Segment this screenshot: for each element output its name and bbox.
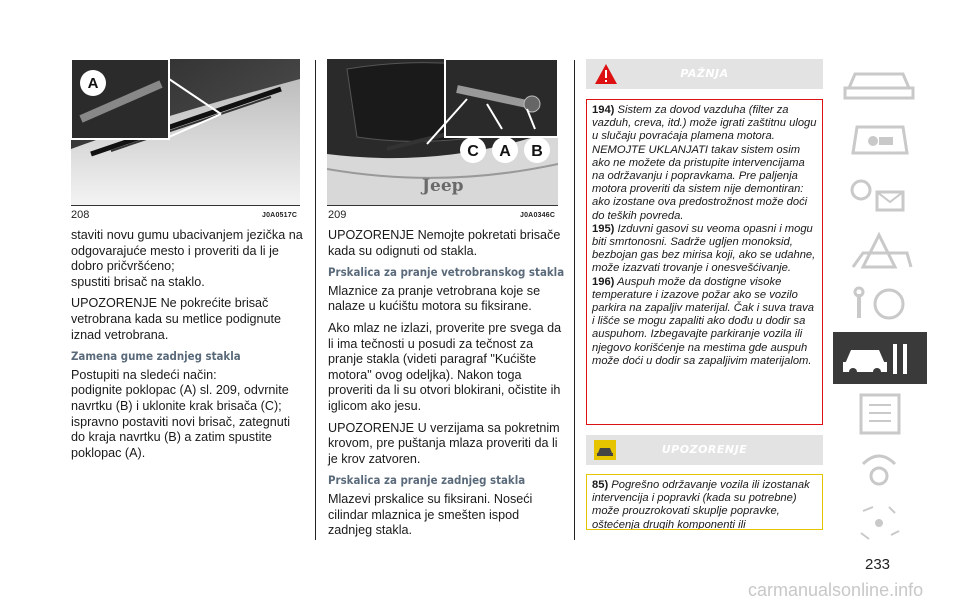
- note-number: 195): [592, 222, 615, 235]
- figure-209-image: [327, 59, 558, 205]
- warning-triangle-icon: [594, 63, 618, 85]
- footer-watermark: carmanualsonline.info: [748, 580, 924, 600]
- note-text: Pogrešno održavanje vozila ili izostanak intervencija i popravki (kada su potrebne) može prouzrokovati skuplje popravke, oštećenja drugih komponenti ili: [592, 479, 810, 530]
- note-text: Sistem za dovod vazduha (filter za vazduh, creva, itd.) može igrati zaštitnu ulogu u slučaju povraćaja plamena motora. NEMOJTE UKLANJATI takav sistem osim ako ne možete da pristupite intervencijama na održavanju i popravkama. Pre paljenja motora proveriti da sistem nije demontiran: ako izostane ova predostrožnost može doći do teških povreda.: [592, 104, 817, 222]
- tab-maintenance[interactable]: [833, 332, 927, 384]
- bullet-text: ispravno postaviti novi brisač, zategnuti do kraja navrtku (B) a zatim spustite poklopac (A).: [71, 414, 291, 460]
- bullet-text: spustiti brisač na staklo.: [71, 274, 205, 289]
- jeep-badge: Jeep: [422, 176, 464, 196]
- alphabet-index-icon: [833, 497, 927, 549]
- note-number: 196): [592, 275, 615, 288]
- callout-c: C: [467, 143, 479, 160]
- rear-wiper-photo: [327, 59, 558, 205]
- note-number: 194): [592, 104, 615, 116]
- caution-panel: [586, 435, 823, 530]
- figure-code: J0A0346C: [520, 212, 556, 219]
- paragraph: UPOZORENJE Ne pokrećite brisač vetrobrana kada su metlice podignute iznad vetrobrana.: [71, 296, 282, 342]
- figure-208-image: [71, 59, 300, 205]
- warning-title: PAŽNJA: [680, 67, 729, 80]
- warning-note: [592, 223, 817, 276]
- bullet-text: podignite poklopac (A) sl. 209, odvrnite navrtku (B) i uklonite krak brisača (C);: [71, 383, 289, 413]
- callout-b: B: [531, 143, 543, 160]
- figure-number: 208: [71, 209, 90, 221]
- callout-a: A: [499, 143, 511, 160]
- car-seat-icon: [833, 113, 927, 165]
- wiper-blade-photo: [71, 59, 300, 205]
- bullet-text: staviti novu gumu ubacivanjem jezička na odgovarajuće mesto i proveriti da li je dobro pričvršćeno;: [71, 228, 303, 274]
- tab-starting-driving[interactable]: [833, 278, 927, 330]
- page-number: 233: [865, 556, 891, 573]
- figure-209-rule: [327, 205, 558, 206]
- left-column: [71, 228, 306, 461]
- warning-panel: [586, 59, 823, 425]
- paragraph: Ako mlaz ne izlazi, proverite pre svega da li ima tečnosti u posudi za tečnost za pranje stakla (videti paragraf "Kućište motora" ovog odeljka). Nakon toga proveriti da li su otvori blokirani, očistite ih iglicom ako jesu.: [328, 320, 562, 413]
- section-heading: Zamena gume zadnjeg stakla: [71, 349, 241, 364]
- middle-column: [328, 228, 566, 545]
- car-tools-icon: [833, 332, 927, 384]
- warning-note: [592, 276, 817, 368]
- tab-index[interactable]: [833, 497, 927, 549]
- bullet-item: [71, 228, 306, 290]
- tab-seats[interactable]: [833, 113, 927, 165]
- figure-208-rule: [71, 205, 300, 206]
- light-mail-icon: [833, 168, 927, 220]
- car-dashboard-icon: [833, 58, 927, 110]
- tab-multimedia[interactable]: [833, 442, 927, 494]
- note-text: Auspuh može da dostigne visoke temperature i izazove požar ako se vozilo parkira na zapaljiv materijal. Čak i suva trava i lišće se mogu zapaliti ako dođu u dodir sa auspuhom. Izbegavajte parkiranje vozila ili njegovo korišćenje na mestima gde auspuh može doći u dodir sa zapaljivim materijalom.: [592, 275, 814, 367]
- warning-note: [592, 104, 817, 223]
- note-number: 85): [592, 479, 609, 491]
- navigation-icon: [833, 442, 927, 494]
- column-divider: [315, 60, 316, 540]
- paragraph: [71, 368, 306, 462]
- section-heading: Prskalica za pranje vetrobranskog stakla: [328, 265, 565, 280]
- spec-list-icon: [833, 387, 927, 439]
- callout-a: A: [87, 75, 99, 92]
- figure-code: J0A0517C: [262, 212, 298, 219]
- caution-box: [586, 474, 823, 530]
- caution-note: [592, 479, 817, 530]
- warning-triangle-icon: [833, 223, 927, 275]
- column-divider: [574, 60, 575, 540]
- tab-safety[interactable]: [833, 223, 927, 275]
- paragraph: Mlaznice za pranje vetrobrana koje se nalaze u kućištu motora su fiksirane.: [328, 283, 541, 314]
- tab-technical-data[interactable]: [833, 387, 927, 439]
- note-text: Izduvni gasovi su veoma opasni i mogu biti smrtonosni. Sadrže ugljen monoksid, bezbojan gas bez mirisa koji, ako se udahne, može izazvati trovanje i onesvešćivanje.: [592, 222, 816, 275]
- tab-dashboard[interactable]: [833, 58, 927, 110]
- steering-wrench-icon: [833, 278, 927, 330]
- section-heading: Prskalica za pranje zadnjeg stakla: [328, 473, 526, 488]
- caution-header: [586, 435, 823, 465]
- paragraph: Mlazevi prskalice su fiksirani. Noseći cilindar mlaznica je smešten ispod zadnjeg stakla.: [328, 491, 533, 538]
- paragraph: UPOZORENJE U verzijama sa pokretnim krovom, pre puštanja mlaza proveriti da li je krov zatvoren.: [328, 420, 560, 466]
- caution-title: UPOZORENJE: [661, 443, 748, 456]
- tab-lights-messages[interactable]: [833, 168, 927, 220]
- warning-header: [586, 59, 823, 89]
- paragraph: UPOZORENJE Nemojte pokretati brisače kada su odignuti od stakla.: [328, 228, 561, 258]
- figure-number: 209: [328, 209, 347, 221]
- paragraph-text: Postupiti na sledeći način:: [71, 367, 217, 382]
- warning-box: [586, 99, 823, 425]
- caution-car-icon: [594, 440, 616, 460]
